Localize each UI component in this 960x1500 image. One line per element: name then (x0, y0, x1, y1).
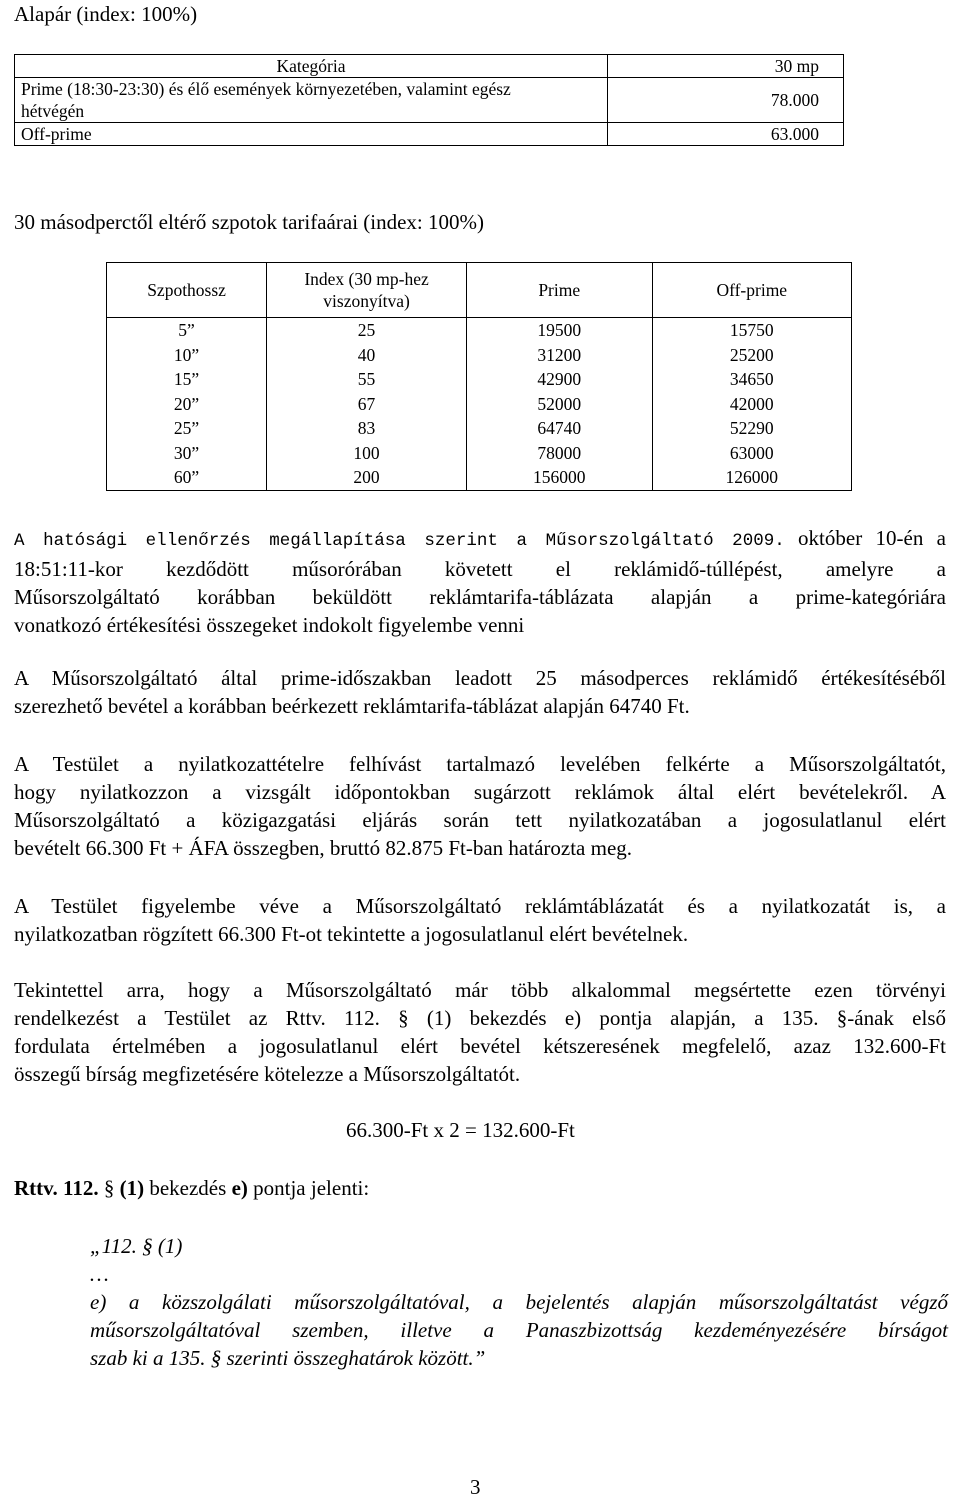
quote-line: szab ki a 135. § szerinti összeghatárok között.” (90, 1346, 486, 1370)
paragraph-line: Tekintettel arra, hogy a Műsorszolgáltató már több alkalommal megsértette ezen törvényi (14, 978, 946, 1002)
table-cell: 34650 (652, 367, 851, 392)
quote-line: „112. § (1) (90, 1234, 183, 1258)
paragraph-inspection-finding (14, 524, 946, 639)
rttv-ref-end: pontja jelenti: (247, 1176, 370, 1200)
table-row (107, 263, 852, 318)
paragraph-line (14, 524, 946, 555)
table-row (107, 416, 852, 441)
rttv-reference (14, 1176, 369, 1201)
legal-quote (90, 1232, 948, 1372)
inspection-text: október 10-én a (784, 526, 946, 550)
table-row (107, 441, 852, 466)
table-cell: 40 (267, 343, 467, 368)
paragraph-board-decision (14, 892, 946, 948)
paragraph-line: hogy nyilatkozzon a vizsgált időpontokban sugárzott reklámok által elért bevételekről. A (14, 780, 946, 804)
paragraph-board-request (14, 750, 946, 862)
table-header-prime: Prime (466, 263, 652, 318)
table-row (15, 78, 844, 123)
heading-base-price: Alapár (index: 100%) (14, 2, 198, 26)
index-header-line2: viszonyítva) (323, 291, 410, 311)
table-row (107, 392, 852, 417)
table-cell: 126000 (652, 465, 851, 490)
table-cell: 25200 (652, 343, 851, 368)
paragraph-line: összegű bírság megfizetésére kötelezze a Műsorszolgáltatót. (14, 1062, 521, 1086)
base-price-table (14, 54, 844, 146)
table-cell: 15” (107, 367, 267, 392)
table-cell: 52000 (466, 392, 652, 417)
paragraph-line: A Műsorszolgáltató által prime-időszakban leadott 25 másodperces reklámidő értékesítéséből (14, 666, 946, 690)
table-cell: 25” (107, 416, 267, 441)
paragraph-prime-revenue (14, 664, 946, 720)
paragraph-line: 18:51:11-kor kezdődött műsorórában követett el reklámidő-túllépést, amelyre a (14, 557, 946, 581)
table-cell-prime-value: 78.000 (608, 78, 844, 123)
table-cell: 19500 (466, 318, 652, 343)
table-row (107, 318, 852, 343)
paragraph-line: A Testület figyelembe véve a Műsorszolgáltató reklámtáblázatát és a nyilatkozatát is, a (14, 894, 946, 918)
table-header-30mp: 30 mp (608, 55, 844, 78)
table-row (107, 465, 852, 490)
rttv-ref-bold: Rttv. 112. (14, 1176, 99, 1200)
table-cell-offprime-label: Off-prime (15, 123, 608, 146)
table-cell: 200 (267, 465, 467, 490)
rttv-ref-paragraph: (1) (119, 1176, 145, 1200)
table-header-category: Kategória (15, 55, 608, 78)
paragraph-line: Műsorszolgáltató a közigazgatási eljárás során tett nyilatkozatában a jogosulatlanul elért (14, 808, 946, 832)
spot-tariff-table (106, 262, 852, 491)
table-row (107, 367, 852, 392)
paragraph-line: bevételt 66.300 Ft + ÁFA összegben, bruttó 82.875 Ft-ban határozta meg. (14, 836, 633, 860)
rttv-ref-text: bekezdés (144, 1176, 232, 1200)
quote-line: műsorszolgáltatóval szemben, illetve a Panaszbizottság kezdeményezésére bírságot (90, 1318, 948, 1342)
section-symbol: § (98, 1176, 120, 1200)
table-header-offprime: Off-prime (652, 263, 851, 318)
table-row (15, 123, 844, 146)
table-cell: 42900 (466, 367, 652, 392)
table-cell: 67 (267, 392, 467, 417)
table-row (107, 343, 852, 368)
table-cell: 78000 (466, 441, 652, 466)
table-cell: 64740 (466, 416, 652, 441)
prime-label-line1: Prime (18:30-23:30) és élő események környezetében, valamint egész (21, 79, 511, 99)
table-cell: 25 (267, 318, 467, 343)
table-cell: 10” (107, 343, 267, 368)
paragraph-line: nyilatkozatban rögzített 66.300 Ft-ot tekintette a jogosulatlanul elért bevételnek. (14, 922, 689, 946)
table-header-spot-length: Szpothossz (107, 263, 267, 318)
index-header-line1: Index (30 mp-hez (304, 269, 429, 289)
paragraph-line: rendelkezést a Testület az Rttv. 112. § (1) bekezdés e) pontja alapján, a 135. §-ának első (14, 1006, 946, 1030)
table-cell: 52290 (652, 416, 851, 441)
table-cell: 100 (267, 441, 467, 466)
table-cell: 42000 (652, 392, 851, 417)
paragraph-fine (14, 976, 946, 1088)
table-header-index (267, 263, 467, 318)
table-cell: 31200 (466, 343, 652, 368)
table-cell-offprime-value: 63.000 (608, 123, 844, 146)
table-cell: 55 (267, 367, 467, 392)
table-cell-prime-label (15, 78, 608, 123)
paragraph-line: szerezhető bevétel a korábban beérkezett reklámtarifa-táblázat alapján 64740 Ft. (14, 694, 690, 718)
rttv-ref-point: e) (231, 1176, 248, 1200)
table-cell: 30” (107, 441, 267, 466)
paragraph-line: Műsorszolgáltató korábban beküldött reklámtarifa-táblázata alapján a prime-kategóriára (14, 585, 946, 609)
table-cell: 15750 (652, 318, 851, 343)
paragraph-line: vonatkozó értékesítési összegeket indokolt figyelembe venni (14, 613, 525, 637)
table-cell: 60” (107, 465, 267, 490)
fine-calculation: 66.300-Ft x 2 = 132.600-Ft (346, 1118, 575, 1142)
table-cell: 20” (107, 392, 267, 417)
table-cell: 5” (107, 318, 267, 343)
quote-line: e) a közszolgálati műsorszolgáltatóval, a bejelentés alapján műsorszolgáltatást végző (90, 1290, 948, 1314)
inspection-text-mono: A hatósági ellenőrzés megállapítása szerint a Műsorszolgáltató 2009. (14, 531, 785, 551)
table-cell: 63000 (652, 441, 851, 466)
table-cell: 83 (267, 416, 467, 441)
quote-line: … (90, 1262, 109, 1286)
paragraph-line: A Testület a nyilatkozattételre felhívást tartalmazó levelében felkérte a Műsorszolgáltatót, (14, 752, 946, 776)
table-row (15, 55, 844, 78)
table-cell: 156000 (466, 465, 652, 490)
heading-spot-tariffs: 30 másodperctől eltérő szpotok tarifaárai (index: 100%) (14, 210, 484, 234)
page-number: 3 (470, 1475, 481, 1499)
paragraph-line: fordulata értelmében a jogosulatlanul elért bevétel kétszeresének megfelelő, azaz 132.600-Ft (14, 1034, 946, 1058)
prime-label-line2: hétvégén (21, 101, 85, 121)
